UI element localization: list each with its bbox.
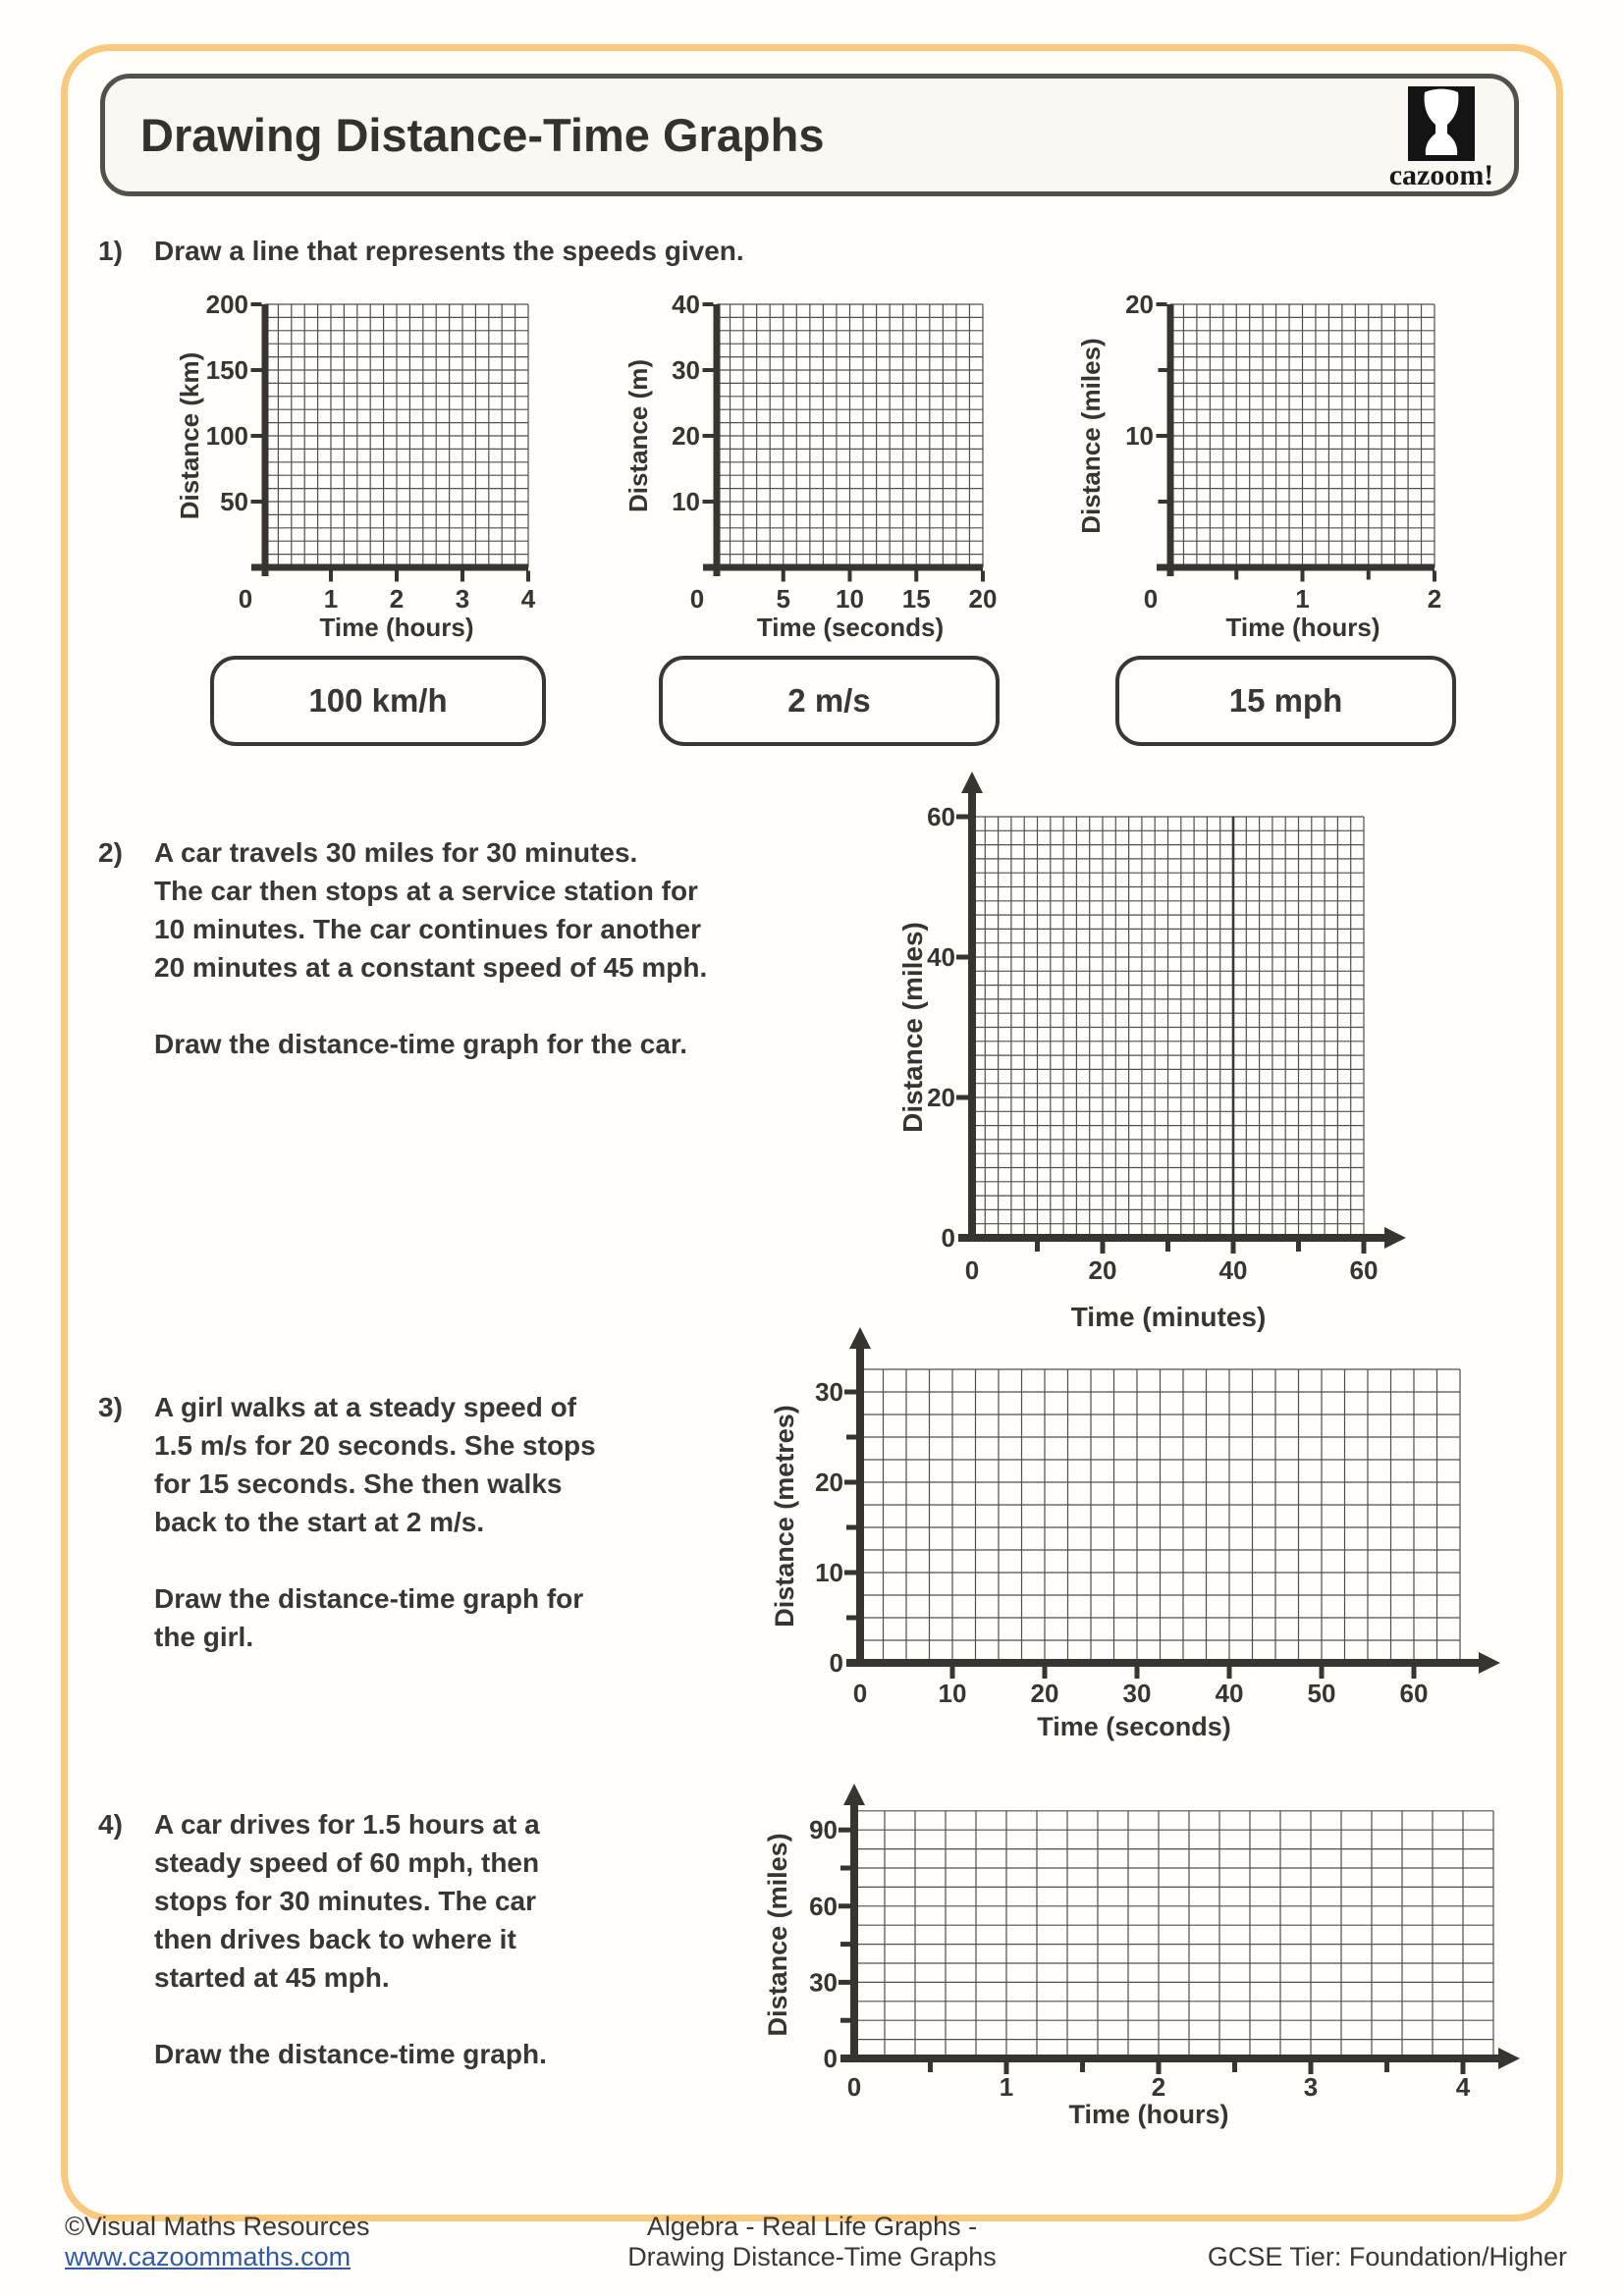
question-prompt [154, 1025, 707, 1063]
x-tick-label: 2 [389, 584, 405, 614]
x-tick-label: 0 [964, 1255, 980, 1285]
text-line: stops for 30 minutes. The car [154, 1886, 536, 1916]
y-tick-label: 30 [815, 1377, 843, 1407]
x-tick-label: 4 [520, 584, 536, 614]
question-prompt [154, 1579, 596, 1656]
x-tick-label: 30 [1122, 1679, 1152, 1708]
text-line: 20 minutes at a constant speed of 45 mph. [154, 952, 708, 983]
footer-tier: GCSE Tier: Foundation/Higher [1207, 2242, 1567, 2271]
x-tick-label: 0 [1143, 584, 1159, 614]
cazoom-website-link[interactable]: www.cazoommaths.com [65, 2242, 352, 2271]
y-tick-label: 200 [205, 290, 248, 319]
x-tick-label: 4 [1455, 2072, 1471, 2102]
x-tick-label: 20 [1088, 1255, 1117, 1285]
x-tick-label: 10 [836, 584, 864, 614]
question-number: 1) [98, 236, 123, 266]
y-tick-label: 40 [927, 942, 955, 972]
x-tick-label: 2 [1151, 2072, 1166, 2102]
x-axis-title: Time (hours) [319, 613, 474, 642]
question-text [154, 1805, 547, 1997]
question-1 [98, 232, 744, 270]
question-number: 2) [98, 837, 123, 868]
y-axis-title: Distance (km) [175, 351, 204, 520]
text-line: A girl walks at a steady speed of [154, 1392, 577, 1422]
text-line: steady speed of 60 mph, then [154, 1847, 540, 1878]
footer-left [65, 2212, 370, 2272]
y-tick-label: 20 [927, 1083, 955, 1112]
x-tick-label: 1 [999, 2072, 1014, 2102]
y-tick-label: 60 [927, 802, 955, 831]
x-tick-label: 50 [1307, 1679, 1336, 1708]
y-axis-title: Distance (miles) [763, 1833, 792, 2037]
y-axis-title: Distance (metres) [770, 1405, 799, 1628]
text-line: the girl. [154, 1622, 254, 1652]
y-tick-label: 0 [829, 1648, 843, 1678]
text-line: Draw the distance-time graph. [154, 2039, 547, 2069]
y-tick-label: 20 [672, 421, 700, 451]
x-tick-label: 10 [938, 1679, 967, 1708]
title-box [100, 74, 1519, 196]
x-tick-label: 20 [1030, 1679, 1059, 1708]
y-tick-label: 20 [815, 1468, 843, 1497]
brand-logo [1386, 86, 1496, 192]
text-line: A car travels 30 miles for 30 minutes. [154, 837, 638, 868]
x-tick-label: 0 [852, 1679, 868, 1708]
text-line: started at 45 mph. [154, 1962, 390, 1993]
text-line: Draw a line that represents the speeds given. [154, 236, 744, 266]
text-line: A car drives for 1.5 hours at a [154, 1809, 540, 1840]
x-tick-label: 0 [846, 2072, 862, 2102]
y-axis-title: Distance (m) [623, 358, 653, 513]
x-tick-label: 60 [1349, 1255, 1379, 1285]
y-tick-label: 50 [220, 487, 248, 516]
x-tick-label: 1 [1295, 584, 1310, 614]
question-3 [98, 1388, 596, 1656]
text-line: Draw the distance-time graph for the car. [154, 1029, 688, 1059]
x-axis-title: Time (seconds) [1037, 1712, 1231, 1741]
question-prompt [154, 2035, 547, 2073]
y-tick-label: 0 [941, 1223, 955, 1253]
question-4 [98, 1805, 547, 2073]
question-text [154, 833, 707, 987]
x-tick-label: 3 [1303, 2072, 1319, 2102]
speed-card-15mph: 15 mph [1115, 656, 1456, 746]
y-tick-label: 10 [815, 1558, 843, 1587]
y-tick-label: 90 [809, 1815, 838, 1845]
x-axis-title: Time (hours) [1068, 2100, 1229, 2129]
y-tick-label: 10 [672, 487, 700, 516]
y-tick-label: 60 [809, 1891, 838, 1921]
text-line: back to the start at 2 m/s. [154, 1507, 485, 1537]
question-text [154, 1388, 596, 1541]
text-line: then drives back to where it [154, 1924, 516, 1954]
page-title: Drawing Distance-Time Graphs [140, 109, 825, 161]
x-tick-label: 3 [455, 584, 470, 614]
y-axis-title: Distance (miles) [897, 922, 928, 1133]
x-tick-label: 0 [238, 584, 253, 614]
copyright-text: ©Visual Maths Resources [65, 2212, 370, 2241]
x-axis-title: Time (minutes) [1070, 1302, 1267, 1332]
y-tick-label: 40 [672, 290, 700, 319]
y-tick-label: 0 [823, 2044, 838, 2073]
footer-topic-line1: Algebra - Real Life Graphs - [646, 2212, 978, 2241]
question-2 [98, 833, 707, 1063]
footer-topic-line2: Drawing Distance-Time Graphs [627, 2242, 997, 2271]
question-number: 4) [98, 1809, 123, 1840]
x-tick-label: 60 [1399, 1679, 1429, 1708]
text-line: The car then stops at a service station for [154, 876, 698, 906]
y-tick-label: 100 [205, 421, 248, 451]
x-tick-label: 0 [689, 584, 705, 614]
x-tick-label: 2 [1427, 584, 1442, 614]
y-tick-label: 20 [1125, 290, 1154, 319]
x-axis-title: Time (seconds) [756, 613, 945, 642]
y-tick-label: 150 [205, 355, 248, 385]
text-line: for 15 seconds. She then walks [154, 1468, 563, 1499]
x-tick-label: 5 [776, 584, 790, 614]
text-line: 10 minutes. The car continues for another [154, 914, 702, 944]
x-tick-label: 40 [1218, 1255, 1248, 1285]
text-line: Draw the distance-time graph for [154, 1583, 584, 1614]
x-tick-label: 40 [1215, 1679, 1244, 1708]
x-axis-title: Time (hours) [1225, 613, 1380, 642]
x-tick-label: 15 [901, 584, 931, 614]
x-tick-label: 20 [968, 584, 998, 614]
y-tick-label: 10 [1125, 421, 1154, 451]
speed-card-100kmh: 100 km/h [210, 656, 546, 746]
text-line: 1.5 m/s for 20 seconds. She stops [154, 1430, 596, 1461]
footer-center [419, 2212, 1205, 2272]
question-number: 3) [98, 1392, 123, 1422]
y-tick-label: 30 [809, 1967, 838, 1998]
y-tick-label: 30 [672, 355, 700, 385]
djembe-drum-icon [1408, 86, 1475, 161]
x-tick-label: 1 [323, 584, 339, 614]
brand-name: cazoom! [1388, 159, 1494, 191]
y-axis-title: Distance (miles) [1076, 338, 1106, 534]
speed-card-2ms: 2 m/s [659, 656, 1000, 746]
question-text [154, 232, 744, 270]
